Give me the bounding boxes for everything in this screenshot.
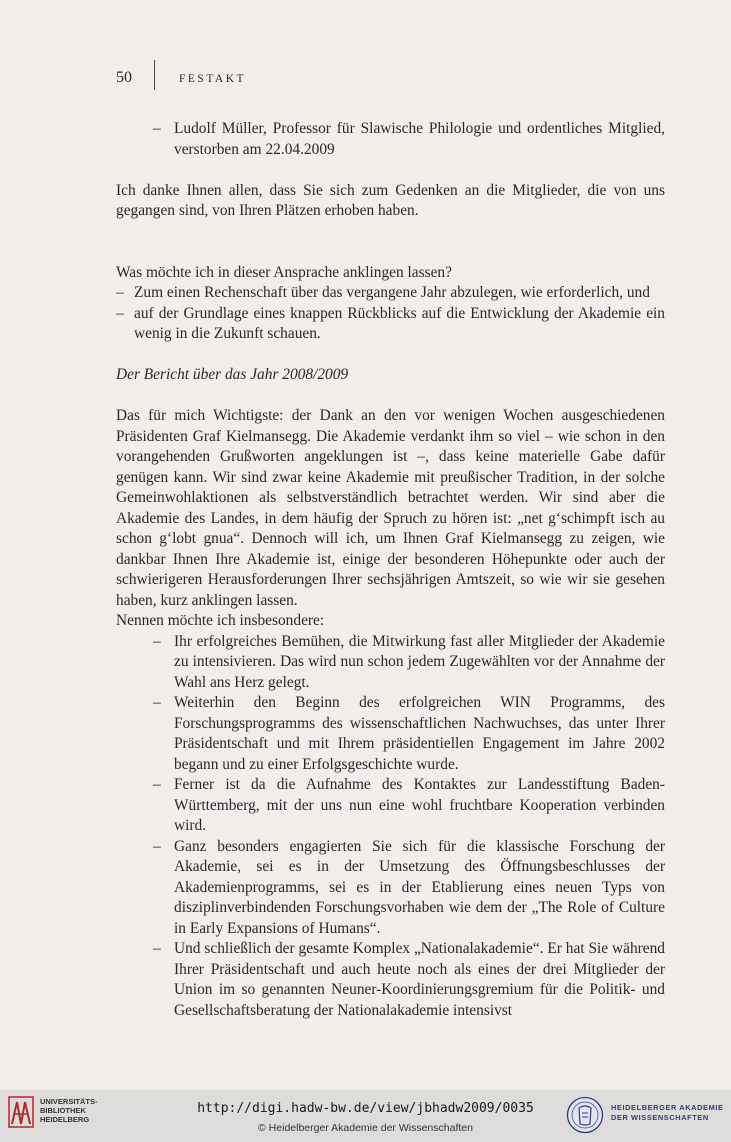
hadw-seal-icon[interactable] [566, 1096, 604, 1134]
library-name: UNIVERSITÄTS- BIBLIOTHEK HEIDELBERG [40, 1097, 98, 1124]
list-item: – Weiterhin den Beginn des erfolgreichen WIN Programms, des Forschungsprogramms des wissenschaftlichen Nachwuchses, das unter Ihrer Präsidentschaft und mit Ihrem präsidentiellen Engagement im Jahre 2002 begann und zu einer Erfolgsgeschichte wurde. [153, 694, 665, 773]
dash-marker: – [116, 284, 124, 301]
paragraph: Nennen möchte ich insbesondere: [116, 612, 325, 629]
section-heading: Der Bericht über das Jahr 2008/2009 [116, 366, 349, 383]
academy-name: HEIDELBERGER AKADEMIE DER WISSENSCHAFTEN [611, 1103, 724, 1122]
list-item: – Und schließlich der gesamte Komplex „Nationalakademie“. Er hat Sie während Ihrer Präsidentschaft und auch heute noch als eines der drei Mitglieder der Union im so genannten Neuner-Koordinierungsgremium für die Politik- und Gesellschaftsberatung der Nationalakademie intensivst [153, 940, 665, 1019]
dash-marker: – [153, 776, 161, 793]
paragraph: Was möchte ich in dieser Ansprache anklingen lassen? [116, 263, 452, 281]
section-title: FESTAKT [179, 73, 247, 85]
header-divider [154, 60, 155, 90]
list-item: – auf der Grundlage eines knappen Rückblicks auf die Entwicklung der Akademie ein wenig in die Zukunft schauen. [116, 304, 665, 342]
body-text [116, 119, 665, 1021]
dash-marker: – [153, 120, 161, 137]
list-item: – Ganz besonders engagierten Sie sich für die klassische Forschung der Akademie, sei es in der Umsetzung des Öffnungsbeschlusses der Akademienprogramms, sei es in der Etablierung eines neuen Typs von disziplinverbindenden Forschungsvorhaben wie dem der „The Role of Culture in Early Expansions of Humans“. [153, 837, 665, 937]
list-item: – Ludolf Müller, Professor für Slawische Philologie und ordentliches Mitglied, verstorben am 22.04.2009 [153, 120, 665, 158]
footer-bar [0, 1090, 731, 1142]
dash-marker: – [153, 940, 161, 957]
dash-marker: – [153, 837, 161, 855]
list-item: – Zum einen Rechenschaft über das vergangene Jahr abzulegen, wie erforderlich, und [116, 283, 665, 304]
source-url-link[interactable]: http://digi.hadw-bw.de/view/jbhadw2009/0035 [197, 1101, 534, 1116]
paragraph: Das für mich Wichtigste: der Dank an den vor wenigen Wochen ausgeschiedenen Präsidenten Graf Kielmansegg. Die Akademie verdankt ihm so viel – wie schon in den vorangehenden Grußworten angeklungen ist –, dass keine materielle Gabe dafür genügen kann. Wir sind zwar keine Akademie mit preußischer Tradition, in der solche Gemeinwohlaktionen als selbstverständlich betrachtet werden. Wir sind aber die Akademie des Landes, in dem häufig der Spruch zu hören ist: „net g‘schimpft isch au schon g‘lobt gnua“. Dennoch will ich, um Ihnen Graf Kielmansegg zu zeigen, wie dankbar Ihnen Ihre Akademie ist, einige der besonderen Höhepunkte oder auch der schwierigeren Herausforderungen Ihrer sechsjährigen Amtszeit, so wie wir sie gesehen haben, kurz anklingen lassen. [116, 407, 665, 609]
dash-marker: – [153, 694, 161, 711]
page-number: 50 [116, 69, 132, 86]
list-item: – Ihr erfolgreiches Bemühen, die Mitwirkung fast aller Mitglieder der Akademie zu intensivieren. Das wird nun schon jedem Zugewählten vor der Annahme der Wahl ans Herz gelegt. [153, 632, 665, 691]
dash-marker: – [116, 304, 124, 322]
copyright-notice: © Heidelberger Akademie der Wissenschaften [258, 1122, 473, 1134]
paragraph: Ich danke Ihnen allen, dass Sie sich zum Gedenken an die Mitglieder, die von uns gegangen sind, von Ihren Plätzen erhoben haben. [116, 181, 665, 219]
dash-marker: – [153, 632, 161, 650]
list-item: – Ferner ist da die Aufnahme des Kontaktes zur Landesstiftung Baden-Württemberg, mit der uns nun eine wohl fruchtbare Kooperation verbinden wird. [153, 776, 665, 834]
